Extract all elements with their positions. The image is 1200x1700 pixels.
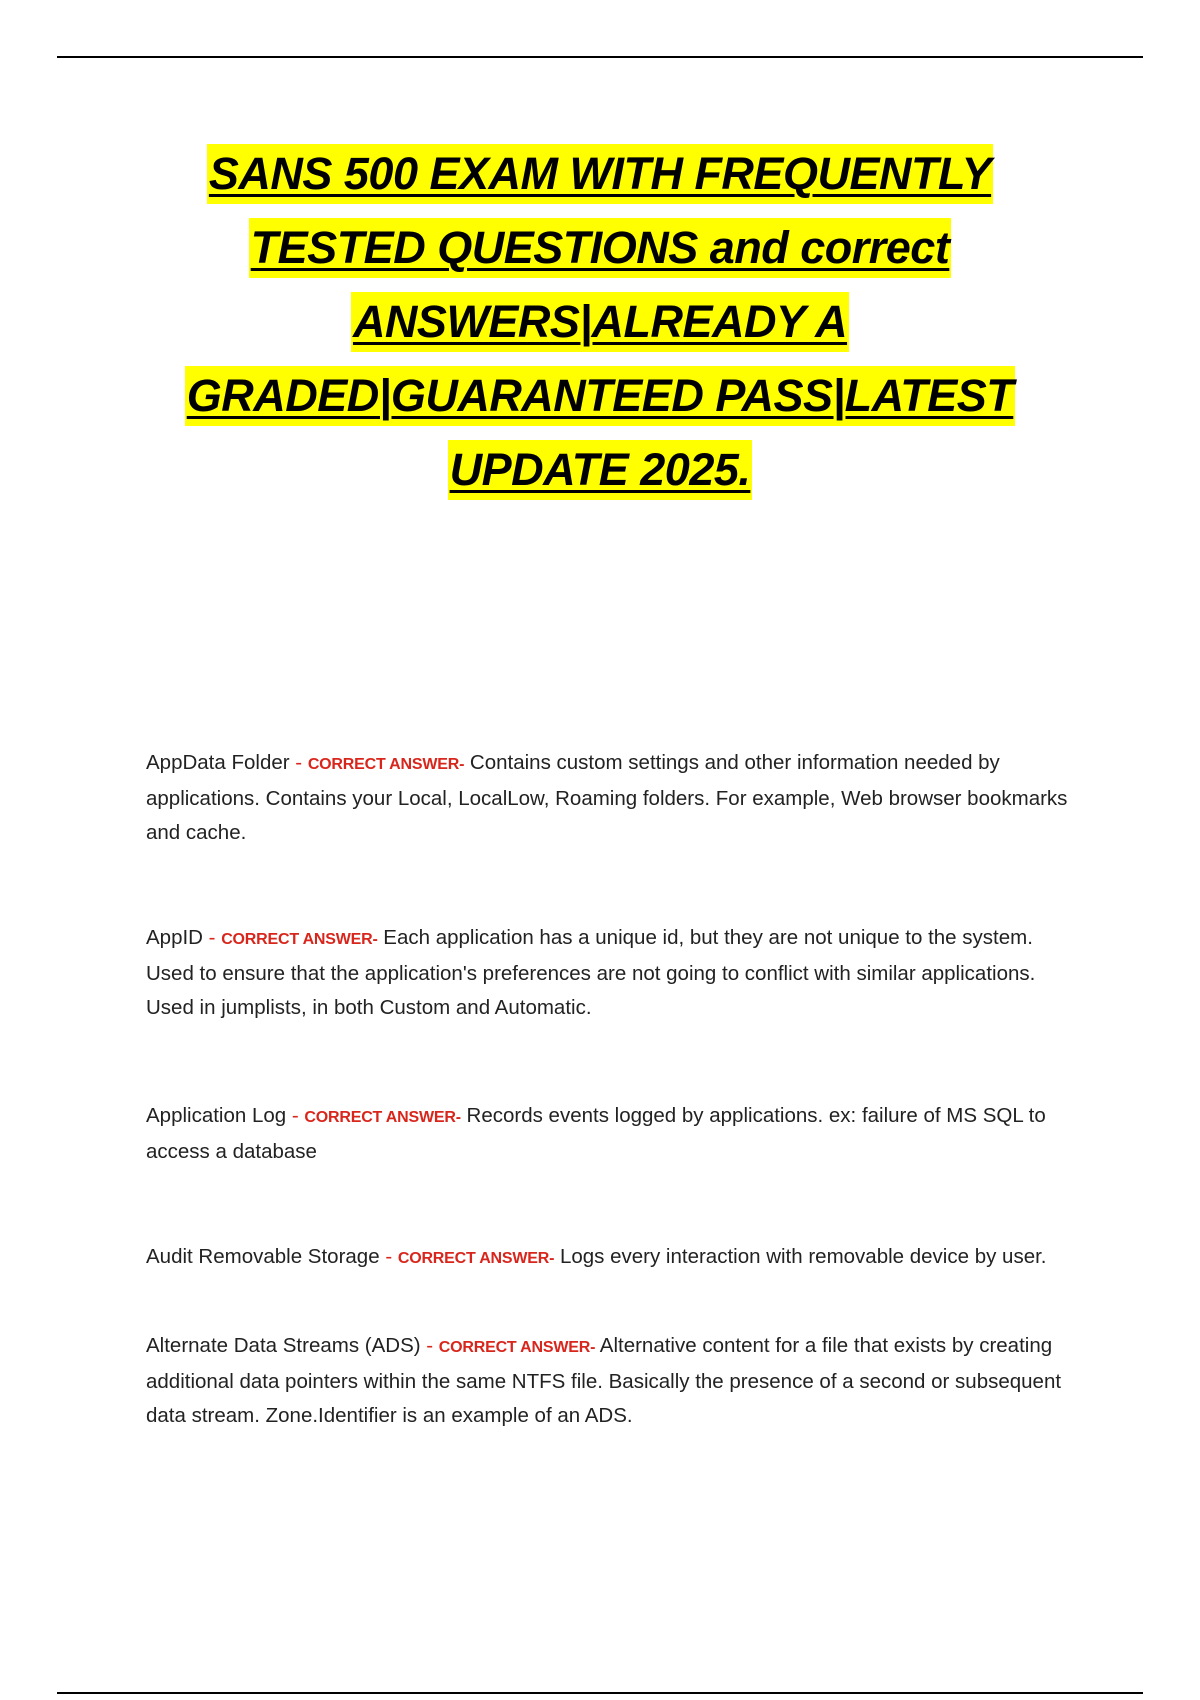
title-line [120, 218, 1080, 292]
correct-answer-label: CORRECT ANSWER- [304, 1109, 461, 1126]
entry-term: Application Log [146, 1104, 292, 1127]
title-text: SANS 500 EXAM WITH FREQUENTLY [207, 144, 993, 204]
qa-entry [146, 1240, 1076, 1276]
title-line [120, 292, 1080, 366]
header-rule [57, 56, 1143, 58]
entry-separator: - [426, 1334, 439, 1357]
title-line [120, 440, 1080, 514]
entry-definition: Contains custom settings and other information needed by applications. Contains your Local, LocalLow, Roaming folders. For example, Web browser bookmarks and cache. [146, 751, 1068, 844]
entry-term: AppData Folder [146, 751, 296, 774]
entry-definition: Records events logged by applications. ex: failure of MS SQL to access a database [146, 1104, 1046, 1163]
correct-answer-label: CORRECT ANSWER- [221, 931, 378, 948]
title-line [120, 366, 1080, 440]
qa-entry [146, 921, 1076, 1025]
entry-separator: - [295, 751, 308, 774]
entry-separator: - [385, 1245, 398, 1268]
title-text: UPDATE 2025. [448, 440, 753, 500]
entry-definition: Alternative content for a file that exists by creating additional data pointers within the same NTFS file. Basically the presence of a second or subsequent data stream. Zone.Identifier is an example of an ADS. [146, 1334, 1062, 1427]
qa-entry [146, 1329, 1076, 1433]
correct-answer-label: CORRECT ANSWER- [438, 1339, 596, 1356]
title-line [120, 144, 1080, 218]
title-text: TESTED QUESTIONS and correct [249, 218, 952, 278]
entry-term: Audit Removable Storage [146, 1245, 386, 1268]
entry-definition: Logs every interaction with removable device by user. [554, 1245, 1047, 1268]
title-text: ANSWERS|ALREADY A [351, 292, 849, 352]
qa-entry [146, 1099, 1076, 1169]
correct-answer-label: CORRECT ANSWER- [397, 1250, 555, 1267]
entry-term: Alternate Data Streams (ADS) [146, 1334, 427, 1357]
entry-definition: Each application has a unique id, but they are not unique to the system. Used to ensure that the application's preferences are not going to conflict with similar applications. Used in jumplists, in both Custom and Automatic. [146, 926, 1036, 1019]
entry-separator: - [291, 1104, 305, 1127]
qa-entry [146, 746, 1076, 850]
title-text: GRADED|GUARANTEED PASS|LATEST [185, 366, 1016, 426]
correct-answer-label: CORRECT ANSWER- [307, 756, 465, 773]
entry-term: AppID [146, 926, 209, 949]
footer-rule [57, 1692, 1143, 1694]
entry-separator: - [208, 926, 222, 949]
document-title [120, 144, 1080, 514]
